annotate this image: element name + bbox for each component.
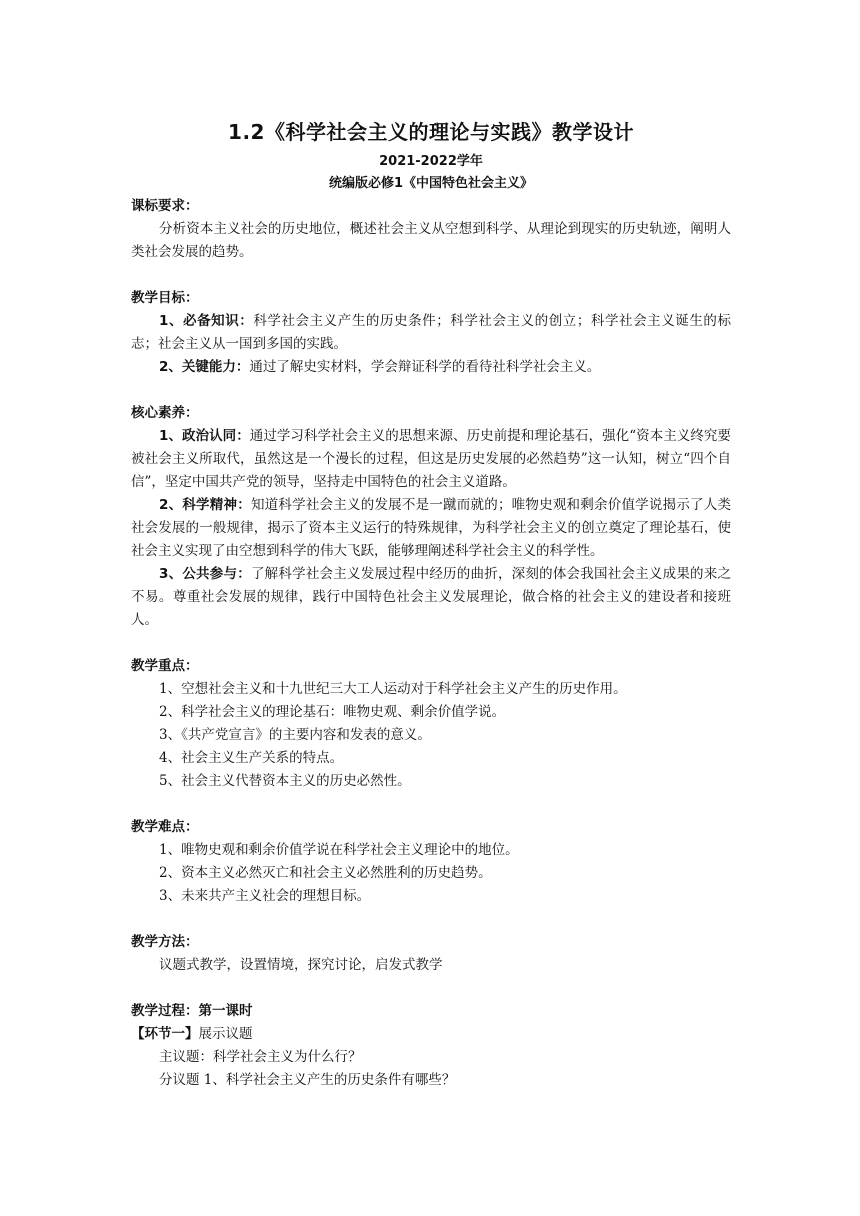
objective-text: 通过了解史实材料，学会辩证科学的看待社科学社会主义。 <box>249 359 601 375</box>
difficulty-item: 3、未来共产主义社会的理想目标。 <box>159 888 371 904</box>
literacy-text: 知道科学社会主义的发展不是一蹴而就的；唯物史观和剩余价值学说揭示了人类社会发展的一般规律，揭示了资本主义运行的特殊规律，为科学社会主义的创立奠定了理论基石，使社会主义实现了由空想到科学的伟大飞跃，能够理阐述科学社会主义的科学性。 <box>131 497 731 559</box>
objective-label: 2、关键能力： <box>159 359 250 375</box>
literacy-text: 通过学习科学社会主义的思想来源、历史前提和理论基石，强化“资本主义终究要被社会主义所取代，虽然这是一个漫长的过程，但这是历史发展的必然趋势”这一认知，树立“四个自信”，坚定中国共产党的领导，坚持走中国特色的社会主义道路。 <box>131 428 731 490</box>
objectives-heading: 教学目标： <box>131 290 199 306</box>
methods-text: 议题式教学，设置情境，探究讨论，启发式教学 <box>159 957 443 973</box>
difficulties-heading: 教学难点： <box>131 819 199 835</box>
key-points-heading: 教学重点： <box>131 658 199 674</box>
methods-heading: 教学方法： <box>131 934 199 950</box>
literacy-label: 2、科学精神： <box>159 497 251 513</box>
literacy-heading: 核心素养： <box>131 405 199 421</box>
document-body <box>131 116 731 1092</box>
key-point-item: 2、科学社会主义的理论基石：唯物史观、剩余价值学说。 <box>159 704 506 720</box>
section-label: 【环节一】 <box>131 1026 199 1042</box>
curriculum-heading: 课标要求： <box>131 198 199 214</box>
textbook-name: 统编版必修1《中国特色社会主义》 <box>328 176 534 191</box>
objective-text: 科学社会主义产生的历史条件；科学社会主义的创立；科学社会主义诞生的标志；社会主义从一国到多国的实践。 <box>131 313 731 352</box>
difficulty-item: 2、资本主义必然灭亡和社会主义必然胜利的历史趋势。 <box>159 865 492 881</box>
difficulty-item: 1、唯物史观和剩余价值学说在科学社会主义理论中的地位。 <box>159 842 519 858</box>
literacy-item <box>131 425 731 494</box>
process-line: 主议题：科学社会主义为什么行？ <box>159 1049 362 1065</box>
process-section-title <box>131 1023 731 1046</box>
process-heading: 教学过程：第一课时 <box>131 1003 253 1019</box>
objective-item <box>131 310 731 356</box>
literacy-item <box>131 494 731 563</box>
literacy-label: 3、公共参与： <box>159 566 251 582</box>
key-point-item: 3、《共产党宣言》的主要内容和发表的意义。 <box>159 727 431 743</box>
objective-item <box>131 356 731 379</box>
school-year: 2021-2022学年 <box>379 154 483 169</box>
curriculum-text: 分析资本主义社会的历史地位，概述社会主义从空想到科学、从理论到现实的历史轨迹，阐明人类社会发展的趋势。 <box>131 221 731 260</box>
key-point-item: 1、空想社会主义和十九世纪三大工人运动对于科学社会主义产生的历史作用。 <box>159 681 627 697</box>
key-point-item: 4、社会主义生产关系的特点。 <box>159 750 344 766</box>
objective-label: 1、必备知识： <box>159 313 254 329</box>
process-line: 分议题 1、科学社会主义产生的历史条件有哪些？ <box>159 1072 456 1088</box>
literacy-item <box>131 563 731 632</box>
key-point-item: 5、社会主义代替资本主义的历史必然性。 <box>159 773 411 789</box>
literacy-label: 1、政治认同： <box>159 428 250 444</box>
section-title: 展示议题 <box>198 1026 253 1042</box>
document-title: 1.2《科学社会主义的理论与实践》教学设计 <box>228 120 634 144</box>
literacy-text: 了解科学社会主义发展过程中经历的曲折，深刻的体会我国社会主义成果的来之不易。尊重社会发展的规律，践行中国特色社会主义发展理论，做合格的社会主义的建设者和接班人。 <box>131 566 731 628</box>
